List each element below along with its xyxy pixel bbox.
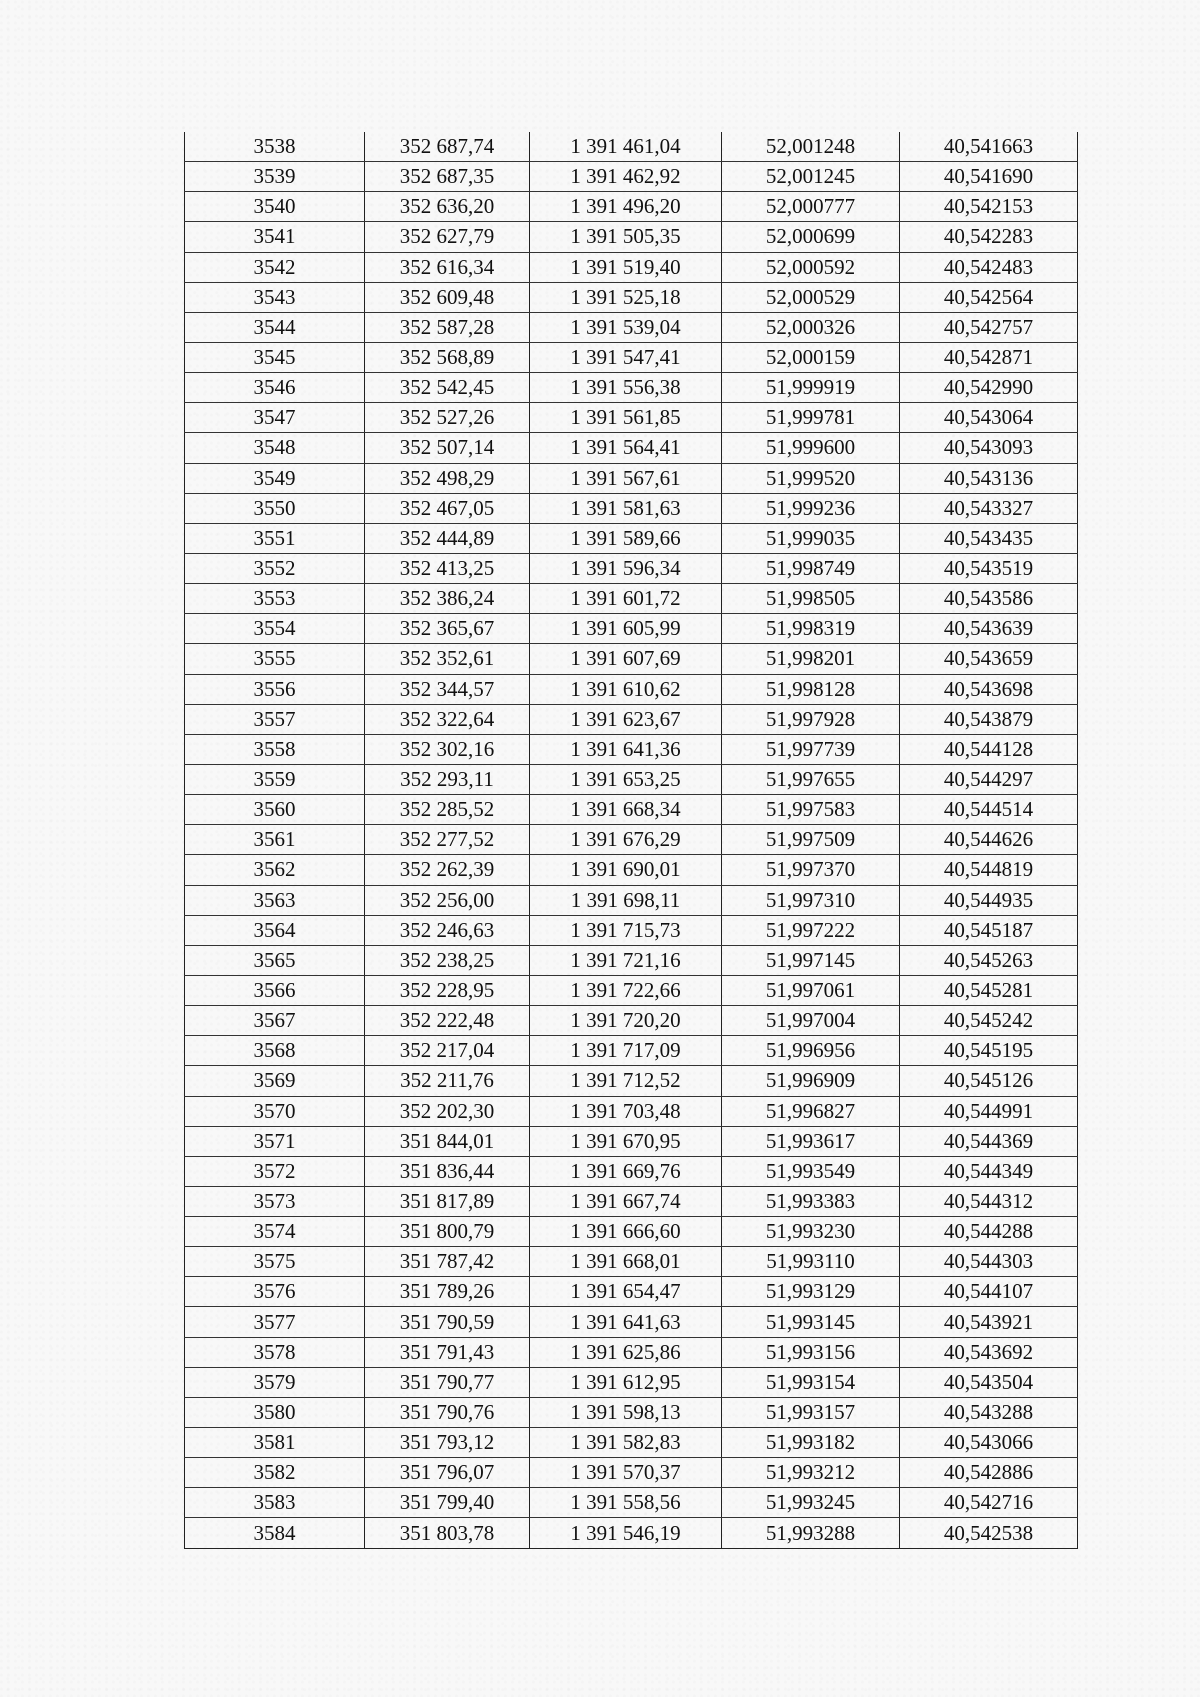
latitude-cell: 51,997310 — [722, 885, 900, 915]
y-coordinate-cell: 1 391 505,35 — [530, 222, 722, 252]
point-number-cell: 3540 — [185, 192, 365, 222]
x-coordinate-cell: 352 222,48 — [365, 1006, 530, 1036]
table-row — [185, 795, 1078, 825]
table-row — [185, 855, 1078, 885]
longitude-cell: 40,541663 — [900, 132, 1078, 162]
longitude-cell: 40,543136 — [900, 463, 1078, 493]
x-coordinate-cell: 351 793,12 — [365, 1428, 530, 1458]
x-coordinate-cell: 352 616,34 — [365, 252, 530, 282]
x-coordinate-cell: 351 800,79 — [365, 1217, 530, 1247]
latitude-cell: 51,993157 — [722, 1397, 900, 1427]
x-coordinate-cell: 352 322,64 — [365, 704, 530, 734]
point-number-cell: 3560 — [185, 795, 365, 825]
latitude-cell: 51,998749 — [722, 553, 900, 583]
x-coordinate-cell: 352 413,25 — [365, 553, 530, 583]
longitude-cell: 40,542757 — [900, 312, 1078, 342]
table-row — [185, 1277, 1078, 1307]
table-row — [185, 1096, 1078, 1126]
longitude-cell: 40,544349 — [900, 1156, 1078, 1186]
point-number-cell: 3551 — [185, 523, 365, 553]
y-coordinate-cell: 1 391 715,73 — [530, 915, 722, 945]
table-row — [185, 403, 1078, 433]
latitude-cell: 51,997145 — [722, 945, 900, 975]
latitude-cell: 51,996909 — [722, 1066, 900, 1096]
longitude-cell: 40,544288 — [900, 1217, 1078, 1247]
latitude-cell: 51,998319 — [722, 614, 900, 644]
point-number-cell: 3544 — [185, 312, 365, 342]
table-row — [185, 614, 1078, 644]
x-coordinate-cell: 351 796,07 — [365, 1458, 530, 1488]
y-coordinate-cell: 1 391 596,34 — [530, 553, 722, 583]
latitude-cell: 51,998201 — [722, 644, 900, 674]
point-number-cell: 3545 — [185, 342, 365, 372]
y-coordinate-cell: 1 391 666,60 — [530, 1217, 722, 1247]
latitude-cell: 51,997928 — [722, 704, 900, 734]
y-coordinate-cell: 1 391 605,99 — [530, 614, 722, 644]
point-number-cell: 3584 — [185, 1518, 365, 1548]
x-coordinate-cell: 352 542,45 — [365, 373, 530, 403]
latitude-cell: 51,999236 — [722, 493, 900, 523]
x-coordinate-cell: 352 211,76 — [365, 1066, 530, 1096]
y-coordinate-cell: 1 391 668,34 — [530, 795, 722, 825]
point-number-cell: 3555 — [185, 644, 365, 674]
longitude-cell: 40,545126 — [900, 1066, 1078, 1096]
longitude-cell: 40,544107 — [900, 1277, 1078, 1307]
x-coordinate-cell: 352 262,39 — [365, 855, 530, 885]
latitude-cell: 51,999520 — [722, 463, 900, 493]
table-row — [185, 373, 1078, 403]
x-coordinate-cell: 351 787,42 — [365, 1247, 530, 1277]
latitude-cell: 52,000592 — [722, 252, 900, 282]
y-coordinate-cell: 1 391 641,63 — [530, 1307, 722, 1337]
y-coordinate-cell: 1 391 462,92 — [530, 162, 722, 192]
table-row — [185, 1428, 1078, 1458]
point-number-cell: 3548 — [185, 433, 365, 463]
y-coordinate-cell: 1 391 547,41 — [530, 342, 722, 372]
y-coordinate-cell: 1 391 607,69 — [530, 644, 722, 674]
coordinates-table — [184, 132, 1078, 1549]
point-number-cell: 3581 — [185, 1428, 365, 1458]
longitude-cell: 40,544935 — [900, 885, 1078, 915]
latitude-cell: 51,993129 — [722, 1277, 900, 1307]
longitude-cell: 40,543659 — [900, 644, 1078, 674]
y-coordinate-cell: 1 391 601,72 — [530, 584, 722, 614]
table-row — [185, 1458, 1078, 1488]
x-coordinate-cell: 352 302,16 — [365, 734, 530, 764]
latitude-cell: 51,997509 — [722, 825, 900, 855]
x-coordinate-cell: 352 527,26 — [365, 403, 530, 433]
longitude-cell: 40,545281 — [900, 975, 1078, 1005]
y-coordinate-cell: 1 391 653,25 — [530, 764, 722, 794]
latitude-cell: 51,996827 — [722, 1096, 900, 1126]
table-row — [185, 825, 1078, 855]
x-coordinate-cell: 352 687,74 — [365, 132, 530, 162]
point-number-cell: 3573 — [185, 1186, 365, 1216]
x-coordinate-cell: 351 844,01 — [365, 1126, 530, 1156]
latitude-cell: 51,997370 — [722, 855, 900, 885]
longitude-cell: 40,544626 — [900, 825, 1078, 855]
point-number-cell: 3575 — [185, 1247, 365, 1277]
latitude-cell: 51,997004 — [722, 1006, 900, 1036]
x-coordinate-cell: 351 799,40 — [365, 1488, 530, 1518]
point-number-cell: 3559 — [185, 764, 365, 794]
table-row — [185, 463, 1078, 493]
x-coordinate-cell: 352 365,67 — [365, 614, 530, 644]
table-row — [185, 584, 1078, 614]
longitude-cell: 40,542283 — [900, 222, 1078, 252]
table-row — [185, 885, 1078, 915]
point-number-cell: 3577 — [185, 1307, 365, 1337]
point-number-cell: 3546 — [185, 373, 365, 403]
point-number-cell: 3571 — [185, 1126, 365, 1156]
latitude-cell: 51,993245 — [722, 1488, 900, 1518]
point-number-cell: 3568 — [185, 1036, 365, 1066]
y-coordinate-cell: 1 391 690,01 — [530, 855, 722, 885]
y-coordinate-cell: 1 391 612,95 — [530, 1367, 722, 1397]
x-coordinate-cell: 352 228,95 — [365, 975, 530, 1005]
x-coordinate-cell: 352 587,28 — [365, 312, 530, 342]
table-row — [185, 132, 1078, 162]
point-number-cell: 3583 — [185, 1488, 365, 1518]
x-coordinate-cell: 352 217,04 — [365, 1036, 530, 1066]
table-row — [185, 674, 1078, 704]
longitude-cell: 40,543879 — [900, 704, 1078, 734]
longitude-cell: 40,543288 — [900, 1397, 1078, 1427]
x-coordinate-cell: 352 277,52 — [365, 825, 530, 855]
y-coordinate-cell: 1 391 570,37 — [530, 1458, 722, 1488]
table-row — [185, 1488, 1078, 1518]
latitude-cell: 51,993383 — [722, 1186, 900, 1216]
point-number-cell: 3538 — [185, 132, 365, 162]
x-coordinate-cell: 352 636,20 — [365, 192, 530, 222]
point-number-cell: 3566 — [185, 975, 365, 1005]
longitude-cell: 40,543435 — [900, 523, 1078, 553]
x-coordinate-cell: 352 498,29 — [365, 463, 530, 493]
y-coordinate-cell: 1 391 589,66 — [530, 523, 722, 553]
point-number-cell: 3580 — [185, 1397, 365, 1427]
y-coordinate-cell: 1 391 712,52 — [530, 1066, 722, 1096]
latitude-cell: 51,998128 — [722, 674, 900, 704]
longitude-cell: 40,542886 — [900, 1458, 1078, 1488]
latitude-cell: 51,997655 — [722, 764, 900, 794]
x-coordinate-cell: 352 293,11 — [365, 764, 530, 794]
point-number-cell: 3574 — [185, 1217, 365, 1247]
latitude-cell: 51,997583 — [722, 795, 900, 825]
y-coordinate-cell: 1 391 703,48 — [530, 1096, 722, 1126]
y-coordinate-cell: 1 391 717,09 — [530, 1036, 722, 1066]
longitude-cell: 40,542564 — [900, 282, 1078, 312]
x-coordinate-cell: 352 202,30 — [365, 1096, 530, 1126]
y-coordinate-cell: 1 391 581,63 — [530, 493, 722, 523]
table-row — [185, 1367, 1078, 1397]
latitude-cell: 51,993154 — [722, 1367, 900, 1397]
y-coordinate-cell: 1 391 670,95 — [530, 1126, 722, 1156]
x-coordinate-cell: 352 467,05 — [365, 493, 530, 523]
table-row — [185, 734, 1078, 764]
y-coordinate-cell: 1 391 623,67 — [530, 704, 722, 734]
latitude-cell: 52,000777 — [722, 192, 900, 222]
table-row — [185, 282, 1078, 312]
table-row — [185, 222, 1078, 252]
point-number-cell: 3576 — [185, 1277, 365, 1307]
table-row — [185, 493, 1078, 523]
latitude-cell: 51,993110 — [722, 1247, 900, 1277]
x-coordinate-cell: 352 609,48 — [365, 282, 530, 312]
longitude-cell: 40,544312 — [900, 1186, 1078, 1216]
table-row — [185, 1337, 1078, 1367]
latitude-cell: 52,001245 — [722, 162, 900, 192]
x-coordinate-cell: 352 507,14 — [365, 433, 530, 463]
point-number-cell: 3565 — [185, 945, 365, 975]
y-coordinate-cell: 1 391 564,41 — [530, 433, 722, 463]
point-number-cell: 3542 — [185, 252, 365, 282]
table-row — [185, 975, 1078, 1005]
point-number-cell: 3547 — [185, 403, 365, 433]
latitude-cell: 51,993145 — [722, 1307, 900, 1337]
longitude-cell: 40,543698 — [900, 674, 1078, 704]
point-number-cell: 3572 — [185, 1156, 365, 1186]
longitude-cell: 40,542483 — [900, 252, 1078, 282]
table-row — [185, 1126, 1078, 1156]
longitude-cell: 40,545195 — [900, 1036, 1078, 1066]
x-coordinate-cell: 351 790,77 — [365, 1367, 530, 1397]
latitude-cell: 51,993617 — [722, 1126, 900, 1156]
x-coordinate-cell: 352 627,79 — [365, 222, 530, 252]
x-coordinate-cell: 351 817,89 — [365, 1186, 530, 1216]
table-row — [185, 1186, 1078, 1216]
latitude-cell: 52,000529 — [722, 282, 900, 312]
latitude-cell: 51,998505 — [722, 584, 900, 614]
latitude-cell: 51,996956 — [722, 1036, 900, 1066]
x-coordinate-cell: 351 836,44 — [365, 1156, 530, 1186]
point-number-cell: 3553 — [185, 584, 365, 614]
y-coordinate-cell: 1 391 582,83 — [530, 1428, 722, 1458]
longitude-cell: 40,544303 — [900, 1247, 1078, 1277]
x-coordinate-cell: 352 285,52 — [365, 795, 530, 825]
table-row — [185, 433, 1078, 463]
y-coordinate-cell: 1 391 641,36 — [530, 734, 722, 764]
y-coordinate-cell: 1 391 676,29 — [530, 825, 722, 855]
x-coordinate-cell: 351 790,59 — [365, 1307, 530, 1337]
latitude-cell: 51,993212 — [722, 1458, 900, 1488]
x-coordinate-cell: 352 352,61 — [365, 644, 530, 674]
longitude-cell: 40,543504 — [900, 1367, 1078, 1397]
y-coordinate-cell: 1 391 610,62 — [530, 674, 722, 704]
table-row — [185, 704, 1078, 734]
longitude-cell: 40,543064 — [900, 403, 1078, 433]
point-number-cell: 3556 — [185, 674, 365, 704]
table-row — [185, 252, 1078, 282]
point-number-cell: 3549 — [185, 463, 365, 493]
x-coordinate-cell: 351 790,76 — [365, 1397, 530, 1427]
latitude-cell: 51,993156 — [722, 1337, 900, 1367]
table-row — [185, 342, 1078, 372]
y-coordinate-cell: 1 391 561,85 — [530, 403, 722, 433]
point-number-cell: 3554 — [185, 614, 365, 644]
latitude-cell: 51,999919 — [722, 373, 900, 403]
table-row — [185, 1066, 1078, 1096]
longitude-cell: 40,542716 — [900, 1488, 1078, 1518]
latitude-cell: 51,997222 — [722, 915, 900, 945]
longitude-cell: 40,543066 — [900, 1428, 1078, 1458]
longitude-cell: 40,544369 — [900, 1126, 1078, 1156]
table-row — [185, 1156, 1078, 1186]
table-row — [185, 1307, 1078, 1337]
table-row — [185, 764, 1078, 794]
table-row — [185, 1006, 1078, 1036]
table-row — [185, 553, 1078, 583]
x-coordinate-cell: 352 386,24 — [365, 584, 530, 614]
table-row — [185, 915, 1078, 945]
longitude-cell: 40,541690 — [900, 162, 1078, 192]
longitude-cell: 40,543692 — [900, 1337, 1078, 1367]
longitude-cell: 40,542871 — [900, 342, 1078, 372]
longitude-cell: 40,544128 — [900, 734, 1078, 764]
point-number-cell: 3543 — [185, 282, 365, 312]
y-coordinate-cell: 1 391 546,19 — [530, 1518, 722, 1548]
table-row — [185, 1247, 1078, 1277]
latitude-cell: 51,993182 — [722, 1428, 900, 1458]
x-coordinate-cell: 351 803,78 — [365, 1518, 530, 1548]
longitude-cell: 40,543327 — [900, 493, 1078, 523]
x-coordinate-cell: 352 256,00 — [365, 885, 530, 915]
y-coordinate-cell: 1 391 556,38 — [530, 373, 722, 403]
point-number-cell: 3570 — [185, 1096, 365, 1126]
longitude-cell: 40,543093 — [900, 433, 1078, 463]
point-number-cell: 3552 — [185, 553, 365, 583]
longitude-cell: 40,543639 — [900, 614, 1078, 644]
point-number-cell: 3569 — [185, 1066, 365, 1096]
point-number-cell: 3567 — [185, 1006, 365, 1036]
table-body — [185, 132, 1078, 1548]
y-coordinate-cell: 1 391 667,74 — [530, 1186, 722, 1216]
y-coordinate-cell: 1 391 496,20 — [530, 192, 722, 222]
point-number-cell: 3561 — [185, 825, 365, 855]
y-coordinate-cell: 1 391 525,18 — [530, 282, 722, 312]
longitude-cell: 40,544819 — [900, 855, 1078, 885]
point-number-cell: 3557 — [185, 704, 365, 734]
x-coordinate-cell: 352 344,57 — [365, 674, 530, 704]
latitude-cell: 52,001248 — [722, 132, 900, 162]
longitude-cell: 40,542153 — [900, 192, 1078, 222]
x-coordinate-cell: 351 789,26 — [365, 1277, 530, 1307]
latitude-cell: 52,000159 — [722, 342, 900, 372]
longitude-cell: 40,542990 — [900, 373, 1078, 403]
latitude-cell: 51,999600 — [722, 433, 900, 463]
x-coordinate-cell: 352 687,35 — [365, 162, 530, 192]
table-row — [185, 644, 1078, 674]
longitude-cell: 40,543519 — [900, 553, 1078, 583]
y-coordinate-cell: 1 391 698,11 — [530, 885, 722, 915]
y-coordinate-cell: 1 391 519,40 — [530, 252, 722, 282]
latitude-cell: 52,000699 — [722, 222, 900, 252]
longitude-cell: 40,545187 — [900, 915, 1078, 945]
x-coordinate-cell: 352 444,89 — [365, 523, 530, 553]
latitude-cell: 51,997061 — [722, 975, 900, 1005]
point-number-cell: 3579 — [185, 1367, 365, 1397]
x-coordinate-cell: 352 238,25 — [365, 945, 530, 975]
latitude-cell: 51,997739 — [722, 734, 900, 764]
y-coordinate-cell: 1 391 558,56 — [530, 1488, 722, 1518]
point-number-cell: 3558 — [185, 734, 365, 764]
point-number-cell: 3578 — [185, 1337, 365, 1367]
point-number-cell: 3563 — [185, 885, 365, 915]
longitude-cell: 40,545263 — [900, 945, 1078, 975]
table-row — [185, 312, 1078, 342]
latitude-cell: 52,000326 — [722, 312, 900, 342]
table-row — [185, 523, 1078, 553]
point-number-cell: 3539 — [185, 162, 365, 192]
longitude-cell: 40,544297 — [900, 764, 1078, 794]
x-coordinate-cell: 351 791,43 — [365, 1337, 530, 1367]
longitude-cell: 40,545242 — [900, 1006, 1078, 1036]
point-number-cell: 3562 — [185, 855, 365, 885]
table-row — [185, 1036, 1078, 1066]
table-row — [185, 1518, 1078, 1548]
y-coordinate-cell: 1 391 567,61 — [530, 463, 722, 493]
y-coordinate-cell: 1 391 625,86 — [530, 1337, 722, 1367]
point-number-cell: 3541 — [185, 222, 365, 252]
x-coordinate-cell: 352 246,63 — [365, 915, 530, 945]
table-row — [185, 192, 1078, 222]
y-coordinate-cell: 1 391 722,66 — [530, 975, 722, 1005]
longitude-cell: 40,543586 — [900, 584, 1078, 614]
y-coordinate-cell: 1 391 461,04 — [530, 132, 722, 162]
longitude-cell: 40,542538 — [900, 1518, 1078, 1548]
longitude-cell: 40,544991 — [900, 1096, 1078, 1126]
table-row — [185, 1397, 1078, 1427]
table-row — [185, 1217, 1078, 1247]
table-row — [185, 162, 1078, 192]
y-coordinate-cell: 1 391 669,76 — [530, 1156, 722, 1186]
y-coordinate-cell: 1 391 720,20 — [530, 1006, 722, 1036]
table-row — [185, 945, 1078, 975]
y-coordinate-cell: 1 391 721,16 — [530, 945, 722, 975]
latitude-cell: 51,993549 — [722, 1156, 900, 1186]
y-coordinate-cell: 1 391 539,04 — [530, 312, 722, 342]
latitude-cell: 51,993230 — [722, 1217, 900, 1247]
latitude-cell: 51,999781 — [722, 403, 900, 433]
latitude-cell: 51,999035 — [722, 523, 900, 553]
latitude-cell: 51,993288 — [722, 1518, 900, 1548]
point-number-cell: 3550 — [185, 493, 365, 523]
longitude-cell: 40,544514 — [900, 795, 1078, 825]
y-coordinate-cell: 1 391 654,47 — [530, 1277, 722, 1307]
point-number-cell: 3582 — [185, 1458, 365, 1488]
longitude-cell: 40,543921 — [900, 1307, 1078, 1337]
point-number-cell: 3564 — [185, 915, 365, 945]
x-coordinate-cell: 352 568,89 — [365, 342, 530, 372]
y-coordinate-cell: 1 391 668,01 — [530, 1247, 722, 1277]
y-coordinate-cell: 1 391 598,13 — [530, 1397, 722, 1427]
